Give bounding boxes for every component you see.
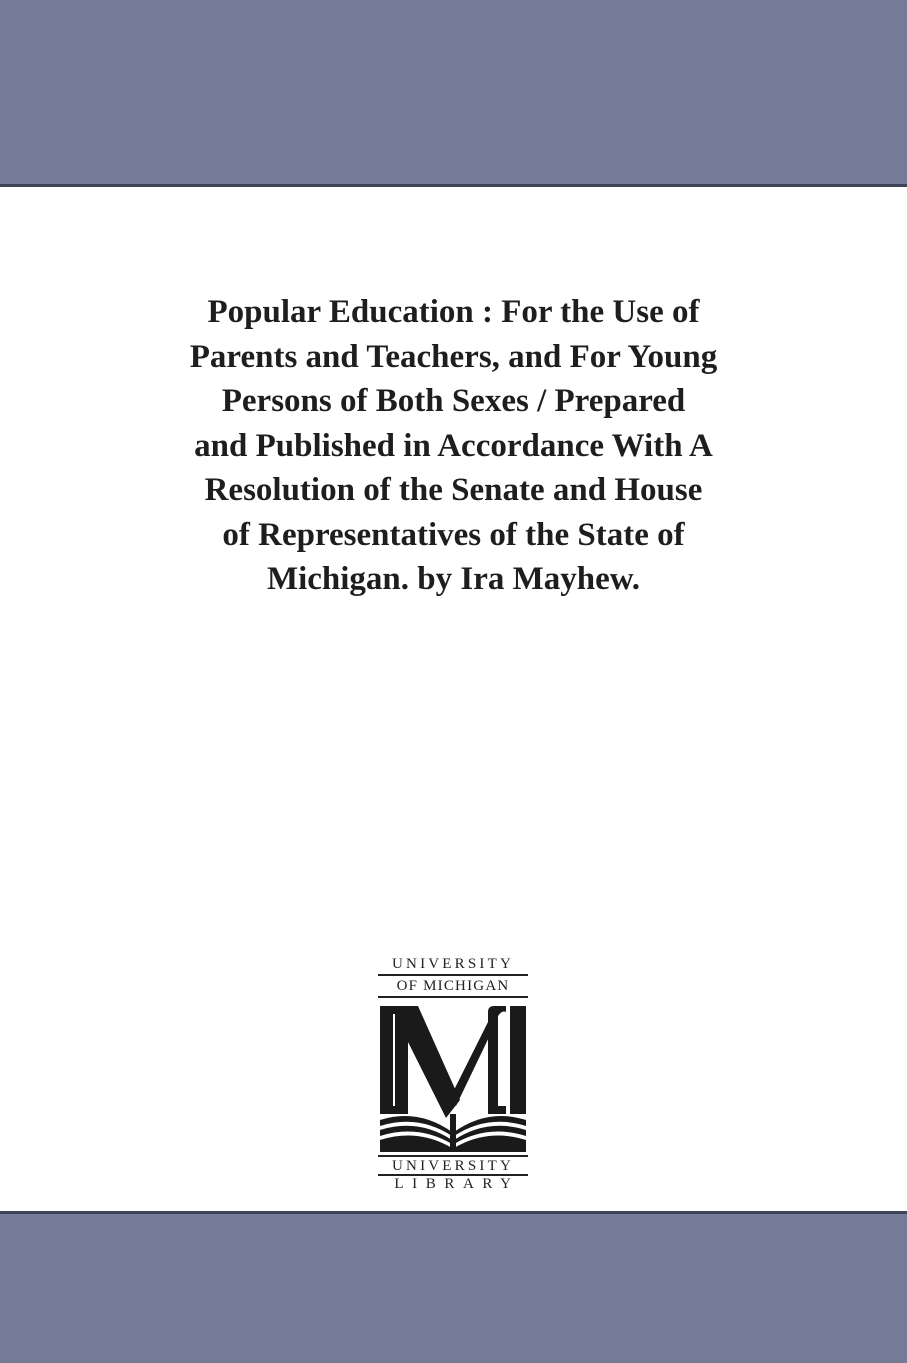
title-line-5: Resolution of the Senate and House: [204, 472, 703, 508]
logo-text-library: LIBRARY: [394, 1176, 520, 1192]
title-line-1: Popular Education : For the Use of: [207, 294, 700, 330]
logo-rule: [378, 996, 528, 998]
logo-text-university-top: UNIVERSITY: [392, 956, 514, 972]
logo-rule: [378, 974, 528, 976]
title-line-4: and Published in Accordance With A: [194, 427, 713, 464]
book-title: [120, 290, 787, 602]
bottom-color-band: [0, 1211, 907, 1363]
top-color-band: [0, 0, 907, 187]
university-of-michigan-library-logo: [378, 954, 528, 1196]
title-line-3: Persons of Both Sexes / Prepared: [221, 383, 686, 419]
title-line-6: of Representatives of the State of: [222, 516, 685, 553]
logo-text-university-bottom: UNIVERSITY: [392, 1158, 514, 1174]
title-line-7: Michigan. by Ira Mayhew.: [266, 561, 641, 597]
logo-rule: [378, 1155, 528, 1157]
logo-text-of-michigan: OF MICHIGAN: [396, 978, 510, 994]
michigan-m-book-emblem: [378, 1002, 528, 1152]
title-line-2: Parents and Teachers, and For Young: [189, 338, 718, 375]
